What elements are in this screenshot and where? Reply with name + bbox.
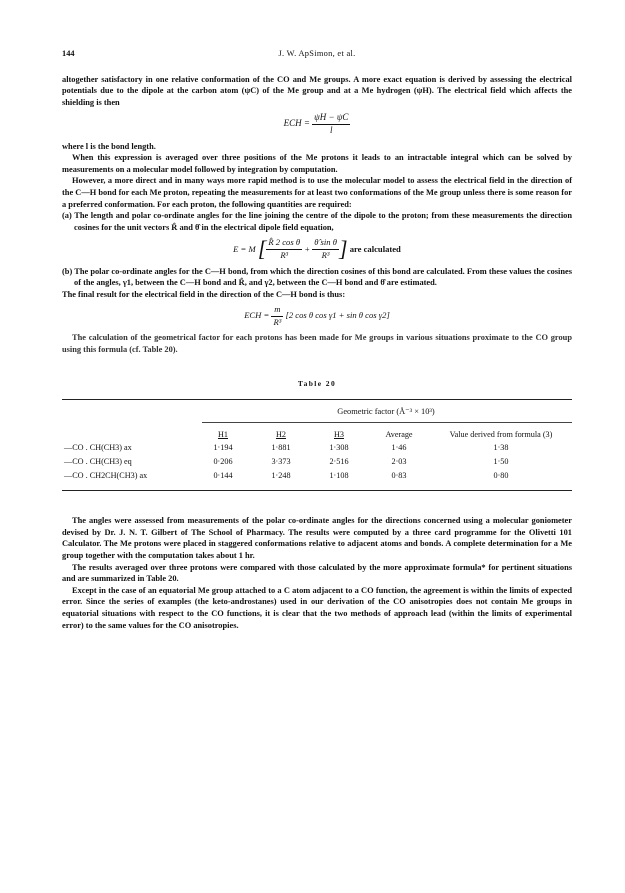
cell-average: 2·03 bbox=[391, 457, 407, 467]
left-bracket: [ bbox=[257, 236, 267, 262]
cell-h3: 1·308 bbox=[329, 443, 349, 453]
eq2-suffix: are calculated bbox=[349, 243, 401, 254]
table-row bbox=[62, 441, 572, 455]
equation-3 bbox=[62, 304, 572, 328]
paragraph-3: When this expression is averaged over three positions of the Me protons it leads to an intractable integral which can be solved by measurements on a molecular model followed by integration by computation. bbox=[62, 153, 572, 174]
paragraph-1: altogether satisfactory in one relative conformation of the CO and Me groups. A more exact equation is derived by assessing the electrical potentials due to the dipole at the carbon atom (ψC) of the Me group and at a Me hydrogen (ψH). The electrical field which affects the shielding is then bbox=[62, 74, 572, 107]
eq2-plus: + bbox=[304, 243, 311, 254]
running-head: J. W. ApSimon, et al. bbox=[278, 49, 356, 58]
table-group-header: Geometric factor (Å⁻³ × 10³) bbox=[337, 407, 435, 417]
paragraph-8: The results averaged over three protons were compared with those calculated by the more approximate formula* for pertinent situations and are summarized in Table 20. bbox=[62, 562, 572, 584]
eq1-numerator: ψH − ψC bbox=[312, 112, 350, 125]
list-item-a bbox=[62, 210, 572, 233]
eq2-term-2 bbox=[312, 237, 339, 261]
cell-average: 1·46 bbox=[391, 443, 407, 453]
eq3-rhs: [2 cos θ cos γ1 + sin θ cos γ2] bbox=[285, 310, 390, 321]
table-header-row bbox=[62, 423, 572, 442]
page-header bbox=[62, 48, 572, 60]
col-header-label bbox=[62, 423, 194, 442]
list-item-b bbox=[62, 266, 572, 289]
closing-text bbox=[62, 515, 572, 631]
eq3-numerator: m bbox=[271, 304, 283, 317]
item-a-text: The length and polar co-ordinate angles for the line joining the centre of the dipole to the proton; from these measurements the direction cosines for the unit vectors R̂ and θ̂ in the electrical dipole field equation, bbox=[74, 211, 572, 232]
cell-h1: 0·144 bbox=[213, 470, 233, 480]
item-b-text: The polar co-ordinate angles for the C—H bond, from which the direction cosines of this bond are calculated. From these values the cosines of the angles, γ1, between the C—H bond and R̂, and γ2, between the C—H bond and θ̂ are estimated. bbox=[74, 266, 572, 288]
row-label: —CO . CH2CH(CH3) ax bbox=[64, 470, 148, 480]
eq2-t1-numerator: R̂ 2 cos θ bbox=[266, 237, 302, 250]
data-table bbox=[62, 423, 572, 482]
cell-h2: 1·248 bbox=[271, 470, 291, 480]
eq1-lhs: ECH = bbox=[283, 118, 310, 129]
cell-h2: 3·373 bbox=[271, 457, 291, 467]
paragraph-2: where l is the bond length. bbox=[62, 141, 156, 151]
col-header-h3: H3 bbox=[333, 429, 344, 439]
paragraph-7: The angles were assessed from measurements of the polar co-ordinate angles for the directions concerned using a molecular goniometer devised by Dr. J. N. T. Gilbert of The School of Pharmacy. The results were computed by a three card programme for the Olivetti 101 Calculator. The Me protons were placed in staggered conformations relative to adjacent atoms and bonds. A complete determination for a Me group together with the computation takes about 1 hr. bbox=[62, 516, 572, 560]
eq2-lhs: E = M bbox=[233, 243, 256, 254]
col-header-h1: H1 bbox=[217, 429, 228, 439]
paragraph-6: The calculation of the geometrical factor for each protons has been made for Me groups in various situations proximate to the CO group using this formula (cf. Table 20). bbox=[62, 333, 572, 355]
cell-formula: 1·38 bbox=[493, 443, 509, 453]
equation-1 bbox=[62, 112, 572, 136]
eq1-fraction bbox=[312, 112, 350, 136]
eq2-t2-denominator: R³ bbox=[321, 249, 330, 260]
cell-h1: 0·206 bbox=[213, 457, 233, 467]
eq1-denominator: l bbox=[330, 124, 333, 135]
table-row bbox=[62, 455, 572, 469]
item-a-label: (a) bbox=[62, 211, 72, 221]
col-header-h2: H2 bbox=[275, 429, 286, 439]
eq3-denominator: R³ bbox=[273, 316, 282, 327]
col-header-average: Average bbox=[385, 429, 413, 439]
table-caption: Table 20 bbox=[297, 378, 337, 388]
col-header-formula: Value derived from formula (3) bbox=[449, 429, 553, 439]
paragraph-5: The final result for the electrical field in the direction of the C—H bond is thus: bbox=[62, 289, 346, 299]
cell-average: 0·83 bbox=[391, 470, 407, 480]
eq3-lhs: ECH = bbox=[244, 310, 270, 321]
row-label: —CO . CH(CH3) eq bbox=[64, 457, 132, 467]
cell-formula: 1·50 bbox=[493, 457, 509, 467]
cell-h3: 1·108 bbox=[329, 470, 349, 480]
equation-2 bbox=[62, 237, 572, 261]
table-row bbox=[62, 469, 572, 483]
right-bracket: ] bbox=[338, 236, 348, 262]
cell-formula: 0·80 bbox=[493, 470, 509, 480]
table-bottom-rule bbox=[62, 490, 572, 491]
cell-h1: 1·194 bbox=[213, 443, 233, 453]
eq2-term-1 bbox=[266, 237, 302, 261]
eq3-fraction bbox=[271, 304, 283, 328]
page bbox=[62, 48, 572, 631]
cell-h2: 1·881 bbox=[271, 443, 291, 453]
eq2-t2-numerator: θ̂ sin θ bbox=[312, 237, 339, 250]
item-b-label: (b) bbox=[62, 266, 73, 276]
cell-h3: 2·516 bbox=[329, 457, 349, 467]
row-label: —CO . CH(CH3) ax bbox=[64, 443, 132, 453]
page-number: 144 bbox=[62, 49, 75, 58]
paragraph-9: Except in the case of an equatorial Me group attached to a C atom adjacent to a CO function, the agreement is within the limits of expected error. Since the series of examples (the keto-androstanes) used in our derivation of the CO anisotropies does not contain Me groups in equatorial situations with respect to the CO functions, it is clear that the two methods of approach lead (within the limits of experimental error) to the same values for the CO anisotropies. bbox=[62, 585, 572, 630]
eq2-t1-denominator: R³ bbox=[280, 249, 289, 260]
paragraph-4: However, a more direct and in many ways more rapid method is to use the molecular model to assess the electrical field in the direction of the C—H bond for each Me proton, repeating the measurements for at least two conformations of the Me group unless there is some reason for a preferred conformation. For each proton, the following quantities are required: bbox=[62, 176, 572, 209]
